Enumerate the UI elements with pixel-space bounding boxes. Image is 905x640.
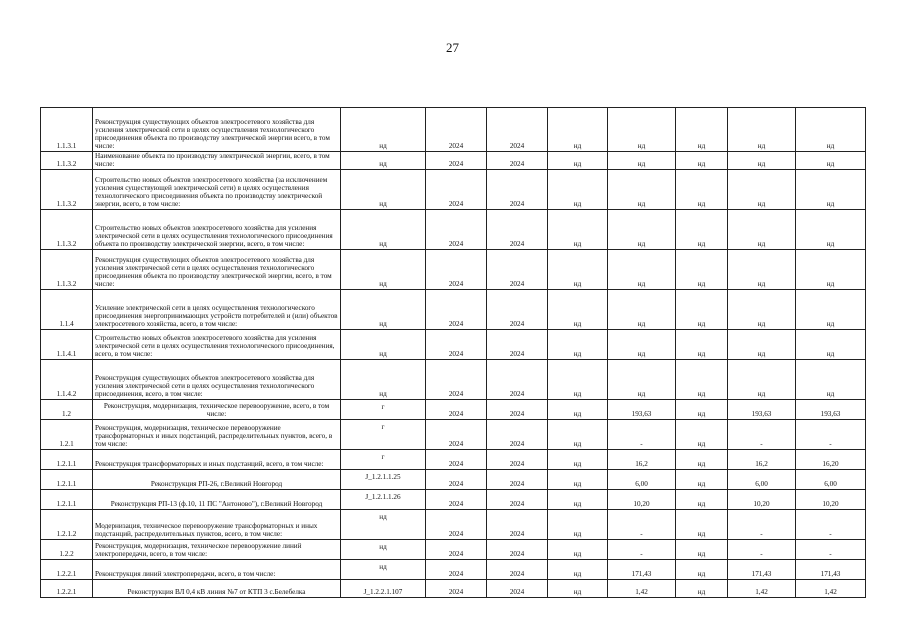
row-year-start: 2024 [426,510,487,540]
row-identifier: нд [341,108,426,152]
row-year-end: 2024 [487,250,548,290]
row-value-4: нд [608,330,676,360]
table-row [41,540,866,560]
row-value-4: нд [608,210,676,250]
row-name: Реконструкция существующих объектов электросетевого хозяйства для усиления электрической сети в целях осуществления технологического присоединения, всего, в том числе: [93,360,341,400]
row-value-5: нд [676,330,728,360]
row-year-start: 2024 [426,360,487,400]
row-number: 1.1.3.2 [41,210,93,250]
table-row [41,108,866,152]
row-number: 1.1.3.2 [41,152,93,170]
row-year-end: 2024 [487,170,548,210]
row-identifier: нд [341,210,426,250]
row-name: Строительство новых объектов электросетевого хозяйства для усиления электрической сети в целях осуществления технологического присоединения объекта по производству электрической энергии, всего, в том числе: [93,210,341,250]
row-number: 1.2.1.1 [41,450,93,470]
row-identifier: J_1.2.1.1.25 [341,470,426,490]
row-name: Реконструкция, модернизация, техническое перевооружение, всего, в том числе: [93,400,341,420]
row-year-start: 2024 [426,560,487,580]
row-number: 1.1.4.2 [41,360,93,400]
row-year-start: 2024 [426,250,487,290]
row-number: 1.1.3.2 [41,170,93,210]
row-year-start: 2024 [426,490,487,510]
row-value-5: нд [676,420,728,450]
row-number: 1.1.4.1 [41,330,93,360]
table-row [41,170,866,210]
row-year-start: 2024 [426,540,487,560]
row-value-3: нд [548,560,608,580]
row-value-6: нд [728,152,796,170]
row-value-5: нд [676,560,728,580]
row-value-6: 10,20 [728,490,796,510]
row-value-6: 171,43 [728,560,796,580]
table-row [41,450,866,470]
row-number: 1.1.4 [41,290,93,330]
row-value-6: - [728,510,796,540]
row-value-7: нд [796,250,866,290]
row-value-6: 193,63 [728,400,796,420]
investment-table [40,107,866,598]
row-value-3: нд [548,330,608,360]
row-year-start: 2024 [426,290,487,330]
row-value-5: нд [676,360,728,400]
row-year-start: 2024 [426,580,487,598]
table-row [41,470,866,490]
table-row [41,420,866,450]
row-year-end: 2024 [487,580,548,598]
row-number: 1.2.2.1 [41,580,93,598]
row-value-5: нд [676,540,728,560]
row-year-end: 2024 [487,360,548,400]
row-value-6: нд [728,170,796,210]
row-year-end: 2024 [487,510,548,540]
row-value-7: нд [796,360,866,400]
row-name: Усиление электрической сети в целях осуществления технологического присоединения энергопринимающих устройств потребителей и (или) объектов электросетевого хозяйства, всего, в том числе: [93,290,341,330]
row-value-3: нд [548,360,608,400]
row-year-start: 2024 [426,152,487,170]
row-year-start: 2024 [426,470,487,490]
row-value-4: 1,42 [608,580,676,598]
row-value-5: нд [676,108,728,152]
row-value-3: нд [548,290,608,330]
row-year-end: 2024 [487,470,548,490]
row-identifier: нд [341,152,426,170]
row-identifier: нд [341,560,426,580]
page-number: 27 [446,40,459,55]
row-value-5: нд [676,470,728,490]
row-name: Реконструкция существующих объектов электросетевого хозяйства для усиления электрической сети в целях осуществления технологического присоединения объекта по производству электрической энергии, всего, в том числе: [93,250,341,290]
row-value-7: нд [796,290,866,330]
row-value-5: нд [676,152,728,170]
table-row [41,400,866,420]
row-value-4: - [608,540,676,560]
row-identifier: нд [341,510,426,540]
table-row [41,330,866,360]
row-year-start: 2024 [426,400,487,420]
row-value-3: нд [548,490,608,510]
row-value-4: - [608,510,676,540]
row-value-5: нд [676,210,728,250]
row-year-start: 2024 [426,330,487,360]
row-value-5: нд [676,400,728,420]
row-identifier: нд [341,540,426,560]
table-row [41,560,866,580]
row-number: 1.1.3.1 [41,108,93,152]
row-identifier: нд [341,250,426,290]
row-value-7: - [796,540,866,560]
row-value-4: - [608,420,676,450]
row-year-end: 2024 [487,290,548,330]
row-value-4: 16,2 [608,450,676,470]
row-year-end: 2024 [487,210,548,250]
row-year-end: 2024 [487,450,548,470]
table-row [41,250,866,290]
row-identifier: нд [341,330,426,360]
row-value-4: 193,63 [608,400,676,420]
row-identifier: г [341,400,426,420]
table-row [41,510,866,540]
row-number: 1.2.2.1 [41,560,93,580]
row-number: 1.2.1.1 [41,490,93,510]
table-row [41,580,866,598]
row-year-start: 2024 [426,210,487,250]
row-year-end: 2024 [487,540,548,560]
row-value-4: нд [608,170,676,210]
row-name: Реконструкция линий электропередачи, всего, в том числе: [93,560,341,580]
row-value-7: 193,63 [796,400,866,420]
table-row [41,490,866,510]
row-value-6: 16,2 [728,450,796,470]
row-identifier: г [341,420,426,450]
row-value-5: нд [676,450,728,470]
row-value-7: нд [796,170,866,210]
row-year-end: 2024 [487,330,548,360]
row-value-7: 10,20 [796,490,866,510]
row-value-6: нд [728,330,796,360]
row-number: 1.2.2 [41,540,93,560]
row-value-7: - [796,510,866,540]
row-value-6: 6,00 [728,470,796,490]
row-value-3: нд [548,450,608,470]
row-value-3: нд [548,108,608,152]
row-value-6: - [728,540,796,560]
row-number: 1.1.3.2 [41,250,93,290]
row-year-end: 2024 [487,400,548,420]
row-name: Строительство новых объектов электросетевого хозяйства для усиления электрической сети в целях осуществления технологического присоединения, всего, в том числе: [93,330,341,360]
row-value-3: нд [548,580,608,598]
row-year-end: 2024 [487,420,548,450]
row-value-4: нд [608,290,676,330]
row-value-4: нд [608,250,676,290]
row-value-3: нд [548,170,608,210]
row-identifier: г [341,450,426,470]
row-year-end: 2024 [487,108,548,152]
row-name: Модернизация, техническое перевооружение трансформаторных и иных подстанций, распределительных пунктов, всего, в том числе: [93,510,341,540]
row-identifier: J_1.2.1.1.26 [341,490,426,510]
row-year-end: 2024 [487,152,548,170]
table-row [41,360,866,400]
row-value-5: нд [676,250,728,290]
row-year-start: 2024 [426,108,487,152]
row-value-3: нд [548,510,608,540]
row-name: Реконструкция РП-26, г.Великий Новгород [93,470,341,490]
row-name: Реконструкция ВЛ 0,4 кВ линия №7 от КТП 3 с.Белебелка [93,580,341,598]
row-value-6: нд [728,250,796,290]
row-name: Реконструкция РП-13 (ф.10, 11 ПС "Антоново"), г.Великий Новгород [93,490,341,510]
row-value-6: нд [728,290,796,330]
row-value-4: нд [608,152,676,170]
row-value-7: - [796,420,866,450]
row-value-3: нд [548,152,608,170]
row-name: Реконструкция, модернизация, техническое перевооружение линий электропередачи, всего, в том числе: [93,540,341,560]
row-value-6: - [728,420,796,450]
row-value-6: нд [728,210,796,250]
row-value-6: 1,42 [728,580,796,598]
row-value-6: нд [728,108,796,152]
row-value-7: 1,42 [796,580,866,598]
row-value-7: нд [796,210,866,250]
row-number: 1.2.1 [41,420,93,450]
row-value-7: нд [796,108,866,152]
row-value-7: 16,20 [796,450,866,470]
row-value-5: нд [676,580,728,598]
row-value-7: нд [796,330,866,360]
row-value-7: 6,00 [796,470,866,490]
row-name: Реконструкция существующих объектов электросетевого хозяйства для усиления электрической сети в целях осуществления технологического присоединения объекта по производству электрической энергии всего, в том числе: [93,108,341,152]
row-value-5: нд [676,510,728,540]
row-identifier: нд [341,290,426,330]
row-value-4: нд [608,108,676,152]
row-value-4: 171,43 [608,560,676,580]
row-year-start: 2024 [426,420,487,450]
row-name: Строительство новых объектов электросетевого хозяйства (за исключением усиления существующей электрической сети) в целях осуществления технологического присоединения объекта по производству электрической энергии, всего, в том числе: [93,170,341,210]
row-identifier: нд [341,360,426,400]
table-row [41,152,866,170]
row-value-3: нд [548,400,608,420]
table-body [41,108,866,598]
row-value-6: нд [728,360,796,400]
row-year-start: 2024 [426,450,487,470]
table-row [41,210,866,250]
row-value-3: нд [548,250,608,290]
row-identifier: J_1.2.2.1.107 [341,580,426,598]
row-value-7: нд [796,152,866,170]
row-value-7: 171,43 [796,560,866,580]
row-value-4: 10,20 [608,490,676,510]
row-name: Наименование объекта по производству электрической энергии, всего, в том числе: [93,152,341,170]
row-number: 1.2.1.2 [41,510,93,540]
row-identifier: нд [341,170,426,210]
row-value-5: нд [676,490,728,510]
row-value-3: нд [548,470,608,490]
row-year-end: 2024 [487,490,548,510]
row-number: 1.2.1.1 [41,470,93,490]
row-year-end: 2024 [487,560,548,580]
row-value-3: нд [548,210,608,250]
row-value-3: нд [548,420,608,450]
row-year-start: 2024 [426,170,487,210]
row-name: Реконструкция трансформаторных и иных подстанций, всего, в том числе: [93,450,341,470]
row-value-5: нд [676,170,728,210]
row-value-4: нд [608,360,676,400]
row-value-4: 6,00 [608,470,676,490]
row-number: 1.2 [41,400,93,420]
row-value-3: нд [548,540,608,560]
table-row [41,290,866,330]
row-name: Реконструкция, модернизация, техническое перевооружение трансформаторных и иных подстанций, распределительных пунктов, всего, в том числе: [93,420,341,450]
row-value-5: нд [676,290,728,330]
